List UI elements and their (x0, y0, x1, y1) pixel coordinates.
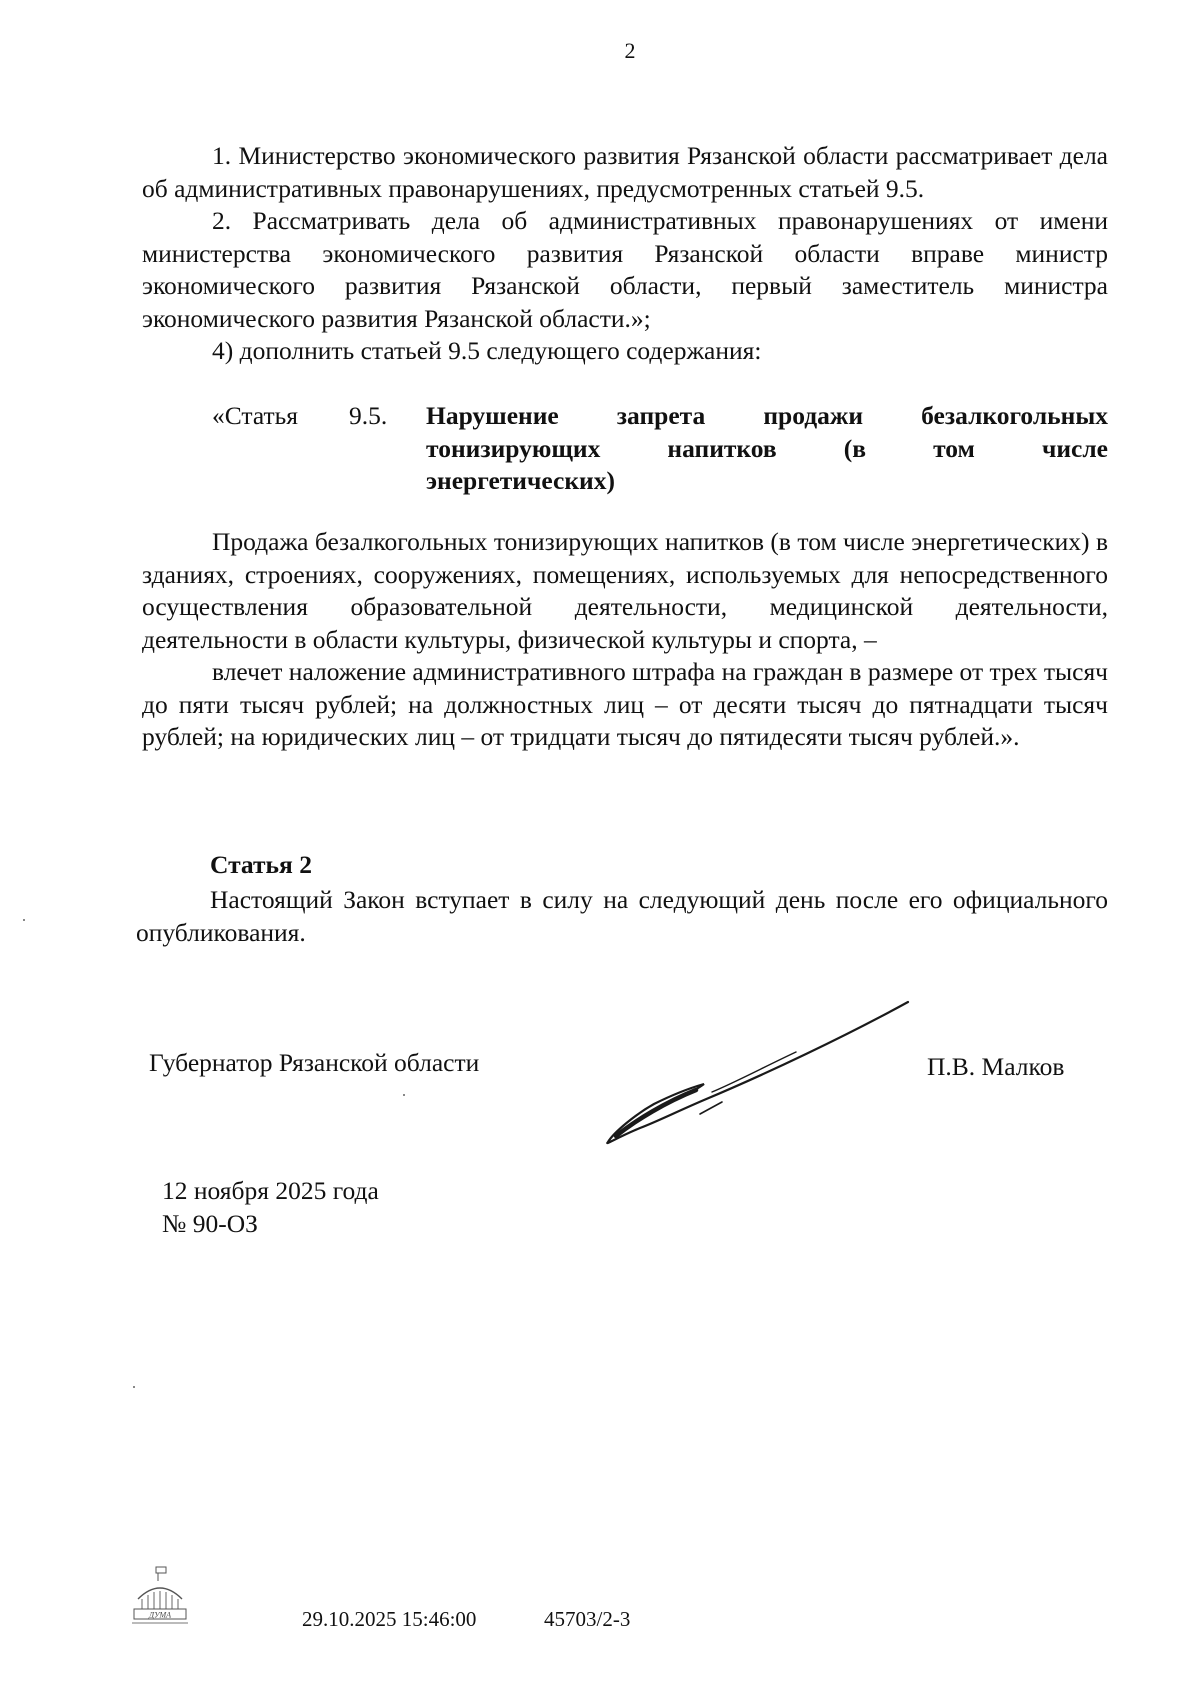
article-title-line-3: энергетических) (426, 466, 615, 495)
article-disposition: Продажа безалкогольных тонизирующих напитков (в том числе энергетических) в зданиях, строениях, сооружениях, помещениях, используемых для непосредственного осуществления образовательной деятельности, медицинской деятельности, деятельности в области культуры, физической культуры и спорта, – (142, 527, 1108, 654)
article-title-line-2: тонизирующих напитков (в том числе (426, 433, 1108, 463)
duma-logo-icon (128, 1565, 192, 1627)
law-date: 12 ноября 2025 года (162, 1176, 379, 1205)
law-number: № 90-ОЗ (162, 1209, 258, 1238)
scan-speck (403, 1094, 405, 1096)
article-prefix-word: «Статья (212, 401, 299, 430)
article-title-line-1: Нарушение запрета продажи безалкогольных (426, 401, 1108, 430)
handwritten-signature (596, 996, 916, 1156)
signer-name: П.В. Малков (927, 1052, 1065, 1081)
logo-text: ДУМА (148, 1610, 172, 1620)
footer-registration-number: 45703/2-3 (544, 1607, 631, 1631)
article-sanction: влечет наложение административного штрафа на граждан в размере от трех тысяч до пяти тысяч рублей; на должностных лиц – от десяти тысяч до пятнадцати тысяч рублей; на юридических лиц – от тридцати тысяч до пятидесяти тысяч рублей.». (142, 657, 1108, 751)
page-number: 2 (624, 38, 636, 63)
paragraph-item-4: 4) дополнить статьей 9.5 следующего содержания: (212, 336, 762, 365)
scan-speck (133, 1386, 135, 1388)
paragraph-item-2: 2. Рассматривать дела об административных правонарушениях от имени министерства экономического развития Рязанской области вправе министр экономического развития Рязанской области, первый заместитель министра экономического развития Рязанской области.»; (142, 206, 1108, 333)
scan-speck (23, 919, 25, 921)
statute-2-title: Статья 2 (210, 850, 312, 879)
paragraph-item-1: 1. Министерство экономического развития Рязанской области рассматривает дела об административных правонарушениях, предусмотренных статьей 9.5. (142, 141, 1108, 203)
statute-2-paragraph: Настоящий Закон вступает в силу на следующий день после его официального опубликования. (136, 885, 1108, 947)
article-paragraphs (142, 526, 1108, 754)
top-paragraphs (142, 140, 1108, 368)
footer-timestamp: 29.10.2025 15:46:00 (302, 1607, 477, 1631)
date-block (162, 1174, 379, 1240)
statute-2-text (136, 884, 1108, 949)
article-number: 9.5. (349, 401, 388, 430)
signer-position: Губернатор Рязанской области (149, 1048, 480, 1077)
article-prefix (212, 400, 388, 433)
article-title (426, 400, 1108, 498)
